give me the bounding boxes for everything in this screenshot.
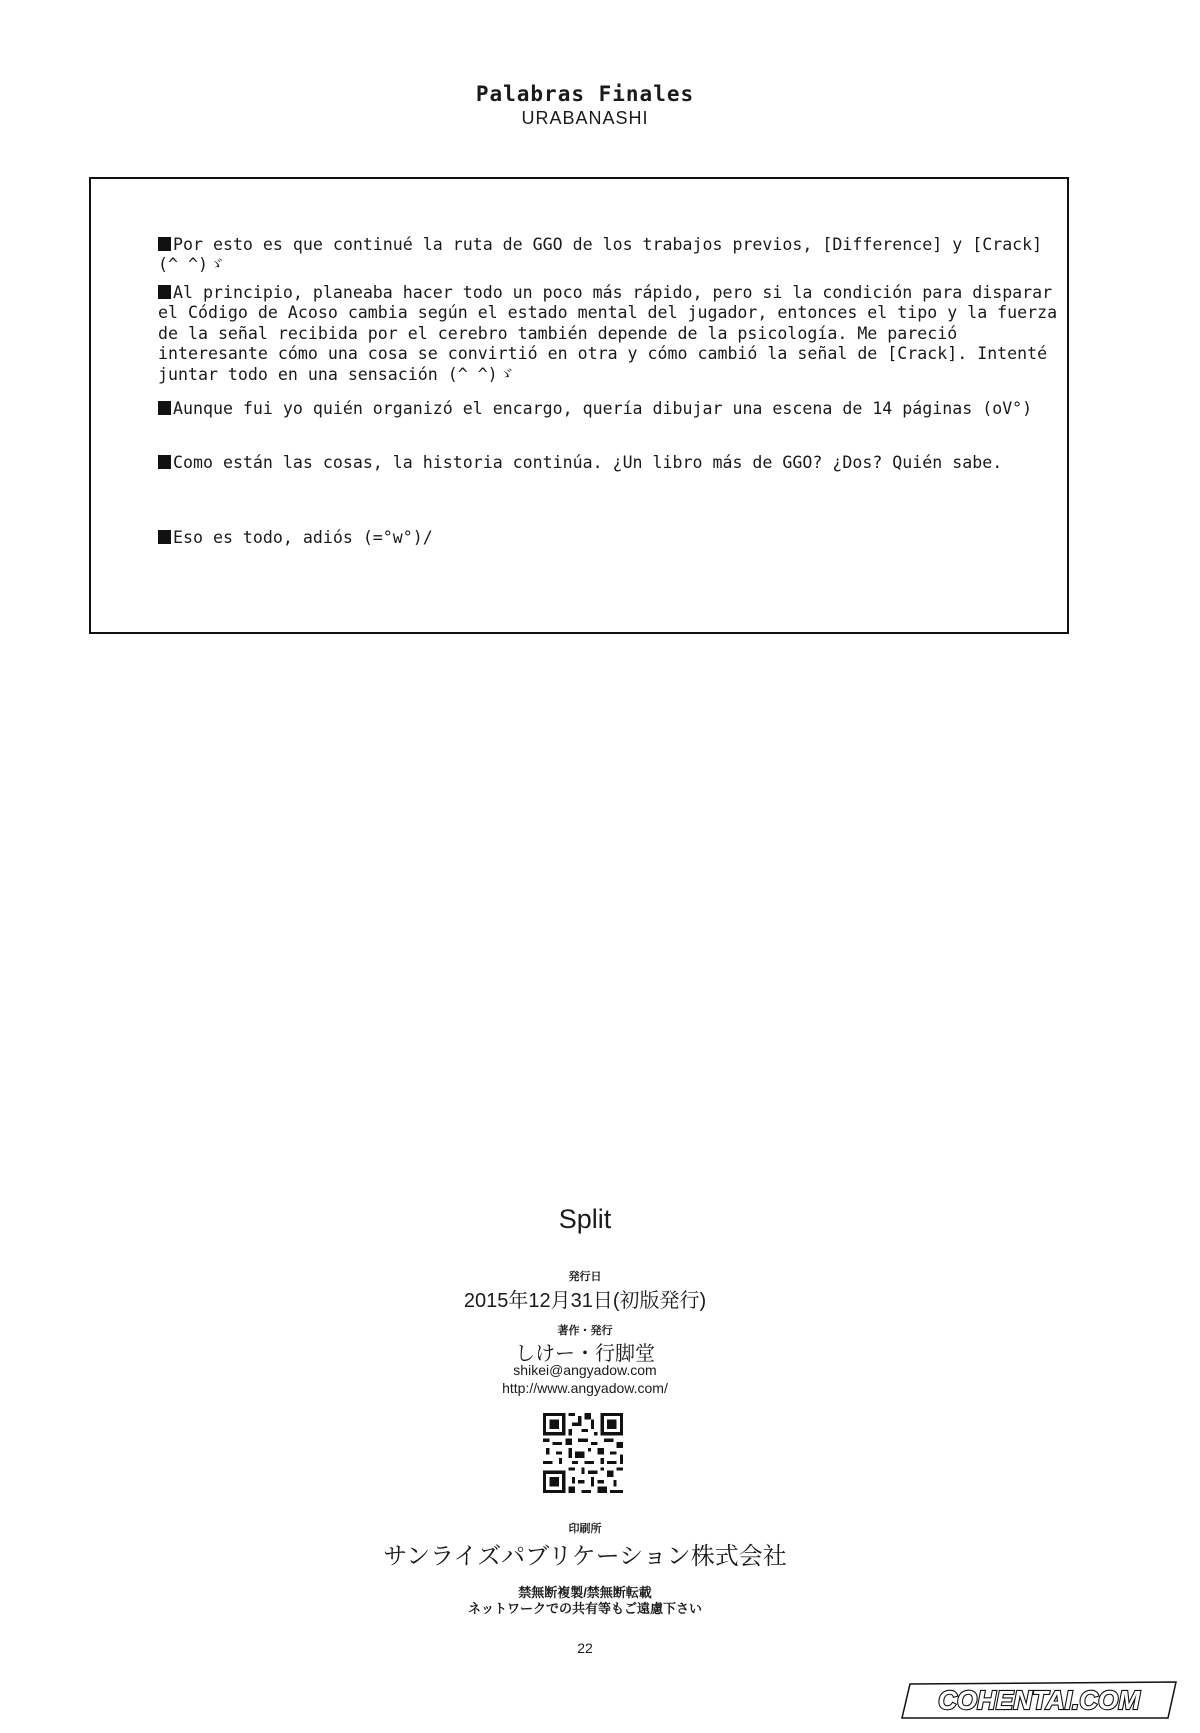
note-text: Por esto es que continué la ruta de GGO de los trabajos previos, [Difference] y [Crack] (^ ^)ゞ <box>158 234 1043 274</box>
note-item <box>158 432 1058 473</box>
page-number: 22 <box>577 1640 593 1656</box>
square-bullet-icon <box>158 237 171 251</box>
afterword-box <box>89 177 1069 634</box>
book-title: Split <box>558 1204 612 1234</box>
note-item <box>158 262 1058 385</box>
note-text: Eso es todo, adiós (=°w°)/ <box>173 527 433 547</box>
square-bullet-icon <box>158 455 171 469</box>
issue-date: 2015年12月31日(初版発行) <box>463 1290 707 1312</box>
note-item <box>158 378 1058 419</box>
note-text: Aunque fui yo quién organizó el encargo, quería dibujar una escena de 14 páginas (oV°) <box>173 398 1033 418</box>
author-name: しけー・行脚堂 <box>515 1343 655 1365</box>
printer-label: 印刷所 <box>568 1523 602 1535</box>
author-email: shikei@angyadow.com <box>513 1362 657 1378</box>
page-subtitle: URABANASHI <box>521 108 649 128</box>
author-label: 著作・発行 <box>557 1325 613 1337</box>
watermark-text: COHENTAI.COM <box>938 1685 1140 1715</box>
square-bullet-icon <box>158 401 171 415</box>
issue-date-label: 発行日 <box>568 1271 602 1283</box>
watermark-logo <box>900 1680 1178 1720</box>
copyright-notice: 禁無断複製/禁無断転載 <box>518 1585 652 1600</box>
qr-code-icon <box>543 1413 623 1493</box>
note-item <box>158 507 1058 548</box>
page-title: Palabras Finales <box>475 82 695 106</box>
note-text: Al principio, planeaba hacer todo un poco más rápido, pero si la condición para disparar el Código de Acoso cambia según el estado mental del jugador, entonces el tipo y la fuerza de la señal recibida por el cerebro también depende de la psicología. Me pareció interesante cómo una cosa se convirtió en otra y cómo cambió la señal de [Crack]. Intenté juntar todo en una sensación (^ ^)ゞ <box>158 282 1058 384</box>
square-bullet-icon <box>158 530 171 544</box>
sharing-notice: ネットワークでの共有等もご遠慮下さい <box>467 1601 702 1616</box>
author-url: http://www.angyadow.com/ <box>502 1380 668 1396</box>
printer-name: サンライズパブリケーション株式会社 <box>383 1543 787 1570</box>
square-bullet-icon <box>158 285 171 299</box>
note-text: Como están las cosas, la historia continúa. ¿Un libro más de GGO? ¿Dos? Quién sabe. <box>173 452 1003 472</box>
